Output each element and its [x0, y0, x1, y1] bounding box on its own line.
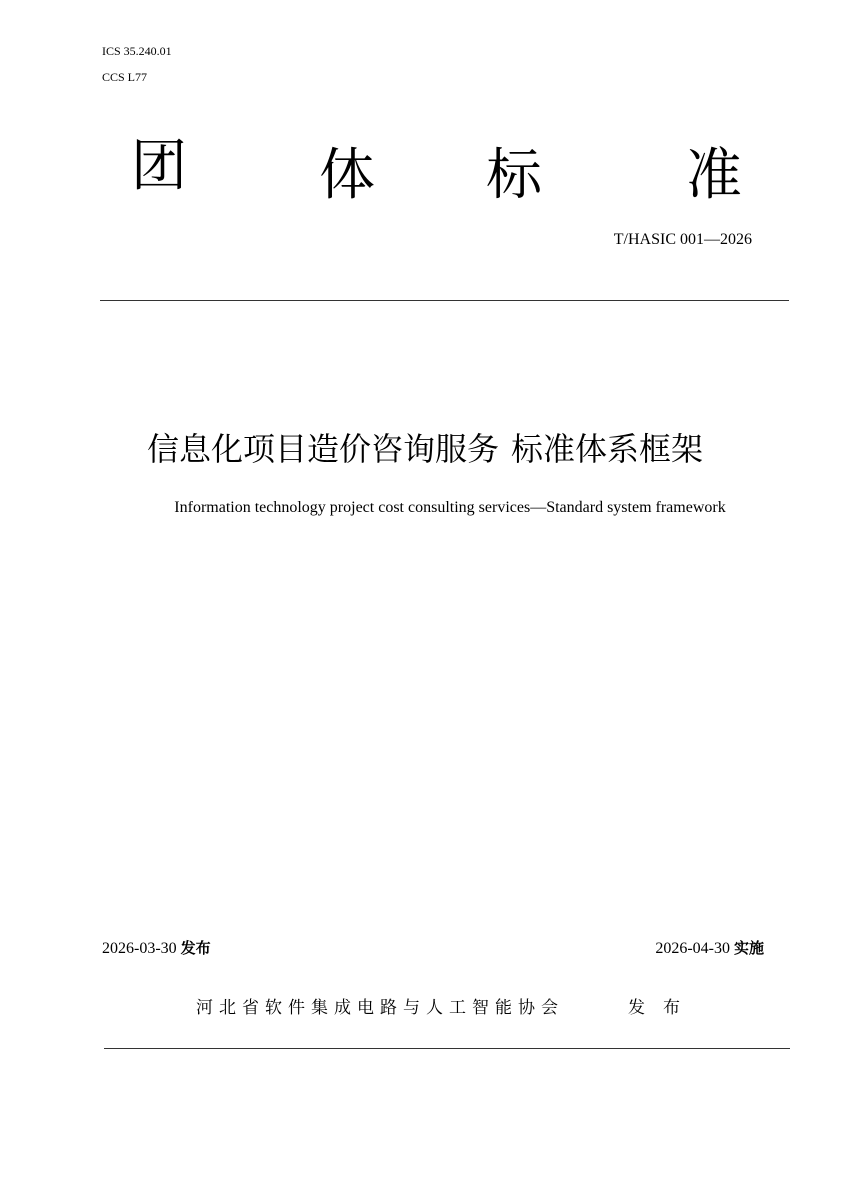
doc-type-char-2: 体: [319, 143, 375, 208]
issue-label: 发布: [180, 939, 211, 957]
publisher-action: 发布: [628, 998, 698, 1018]
publisher-name: 河北省软件集成电路与人工智能协会: [196, 998, 564, 1018]
issue-date-line: [102, 937, 211, 958]
effective-date: 2026-04-30: [655, 940, 730, 957]
doc-type-char-1: 团: [131, 134, 187, 199]
doc-type-char-4: 准: [686, 143, 742, 208]
title-chinese-part2: 标准体系框架: [511, 430, 704, 468]
top-divider: [100, 300, 789, 301]
issue-date: 2026-03-30: [102, 940, 177, 957]
effective-label: 实施: [733, 939, 764, 957]
ics-code: ICS 35.240.01: [102, 44, 172, 58]
title-chinese: [0, 424, 850, 470]
title-english: Information technology project cost consulting services—Standard system framework: [174, 499, 726, 516]
ccs-code: CCS L77: [102, 70, 148, 84]
doc-type-char-3: 标: [486, 143, 542, 208]
bottom-divider: [104, 1048, 790, 1049]
effective-date-line: [655, 937, 764, 958]
standard-number: T/HASIC 001—2026: [613, 231, 752, 248]
title-chinese-part1: 信息化项目造价咨询服务: [146, 430, 499, 468]
